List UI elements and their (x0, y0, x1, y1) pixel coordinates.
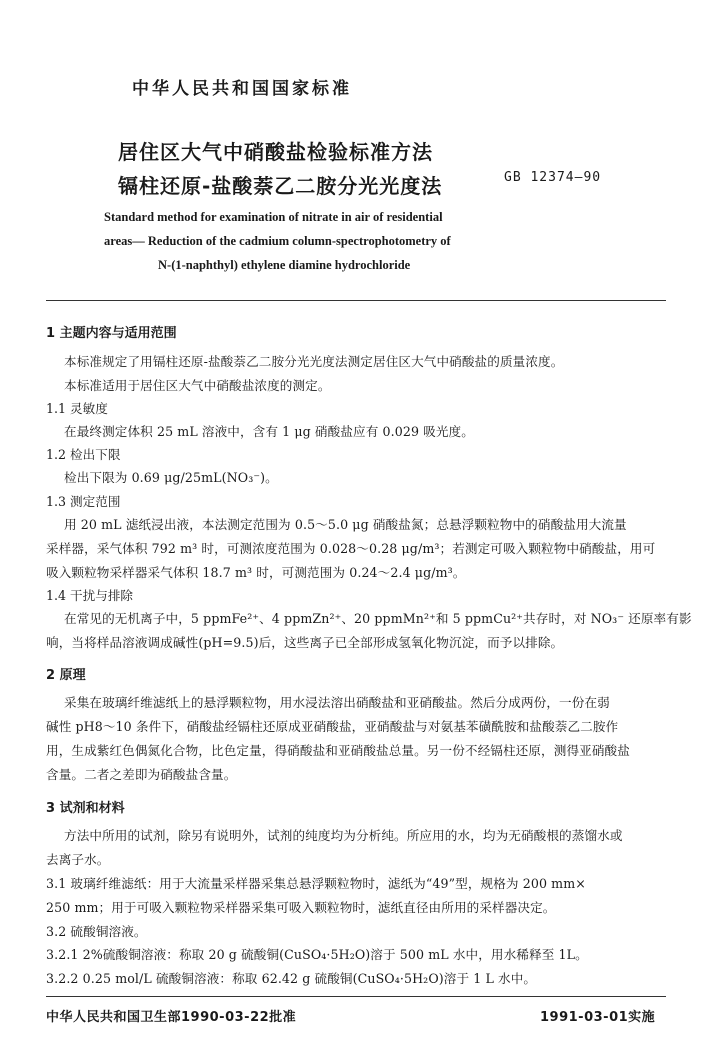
section-1-paragraph-2: 本标准适用于居住区大气中硝酸盐浓度的测定。 (64, 378, 331, 393)
section-1-1-heading: 1.1 灵敏度 (46, 401, 108, 416)
section-3-heading: 3 试剂和材料 (46, 801, 125, 816)
section-1-4-line-2: 响，当将样品溶液调成碱性(pH=9.5)后，这些离子已全部形成氢氧化物沉淀，而予以排除。 (46, 635, 564, 650)
header-divider (46, 300, 666, 301)
section-2-heading: 2 原理 (46, 668, 86, 683)
section-3-2-heading: 3.2 硫酸铜溶液。 (46, 924, 147, 939)
section-3-line-2: 去离子水。 (46, 852, 110, 867)
section-1-paragraph-1: 本标准规定了用镉柱还原-盐酸萘乙二胺分光光度法测定居住区大气中硝酸盐的质量浓度。 (64, 354, 564, 369)
section-3-2-2: 3.2.2 0.25 mol/L 硫酸铜溶液：称取 62.42 g 硫酸铜(CuSO₄·5H₂O)溶于 1 L 水中。 (46, 971, 537, 986)
section-1-2-text: 检出下限为 0.69 μg/25mL(NO₃⁻)。 (64, 470, 278, 485)
standard-code: GB 12374—90 (504, 170, 602, 185)
section-3-1-line-2: 250 mm；用于可吸入颗粒物采样器采集可吸入颗粒物时，滤纸直径由所用的采样器决定。 (46, 900, 556, 915)
section-2-line-2: 碱性 pH8～10 条件下，硝酸盐经镉柱还原成亚硝酸盐，亚硝酸盐与对氨基苯磺酰胺和盐酸萘乙二胺作 (46, 719, 619, 734)
section-1-4-line-1: 在常见的无机离子中，5 ppmFe²⁺、4 ppmZn²⁺、20 ppmMn²⁺和 5 ppmCu²⁺共存时，对 NO₃⁻ 还原率有影 (64, 611, 692, 626)
implementation-date: 1991-03-01实施 (540, 1010, 656, 1025)
section-2-line-4: 含量。二者之差即为硝酸盐含量。 (46, 767, 237, 782)
national-standard-header: 中华人民共和国国家标准 (132, 79, 352, 99)
section-1-3-line-3: 吸入颗粒物采样器采气体积 18.7 m³ 时，可测范围为 0.24～2.4 μg/m³。 (46, 565, 466, 580)
section-1-3-line-2: 采样器，采气体积 792 m³ 时，可测浓度范围为 0.028～0.28 μg/m³；若测定可吸入颗粒物中硝酸盐，用可 (46, 541, 656, 556)
section-1-heading: 1 主题内容与适用范围 (46, 326, 177, 341)
footer-divider (46, 996, 666, 997)
section-1-3-line-1: 用 20 mL 滤纸浸出液，本法测定范围为 0.5～5.0 μg 硝酸盐氮；总悬浮颗粒物中的硝酸盐用大流量 (64, 517, 627, 532)
document-title-line1: 居住区大气中硝酸盐检验标准方法 (118, 140, 433, 164)
english-title-line1: Standard method for examination of nitrate in air of residential (104, 210, 443, 224)
english-title-line2: areas— Reduction of the cadmium column-spectrophotometry of (104, 234, 451, 248)
section-1-4-heading: 1.4 干扰与排除 (46, 588, 134, 603)
section-3-line-1: 方法中所用的试剂，除另有说明外，试剂的纯度均为分析纯。所应用的水，均为无硝酸根的蒸馏水或 (64, 828, 623, 843)
approval-date: 中华人民共和国卫生部1990-03-22批准 (46, 1010, 297, 1025)
section-3-1-line-1: 3.1 玻璃纤维滤纸：用于大流量采样器采集总悬浮颗粒物时，滤纸为“49”型，规格为 200 mm× (46, 876, 586, 891)
section-2-line-3: 用，生成紫红色偶氮化合物，比色定量，得硝酸盐和亚硝酸盐总量。另一份不经镉柱还原，测得亚硝酸盐 (46, 743, 630, 758)
document-title-line2: 镉柱还原-盐酸萘乙二胺分光光度法 (118, 174, 443, 198)
section-1-2-heading: 1.2 检出下限 (46, 447, 121, 462)
section-3-2-1: 3.2.1 2%硫酸铜溶液：称取 20 g 硫酸铜(CuSO₄·5H₂O)溶于 500 mL 水中，用水稀释至 1L。 (46, 947, 588, 962)
section-2-line-1: 采集在玻璃纤维滤纸上的悬浮颗粒物，用水浸法溶出硝酸盐和亚硝酸盐。然后分成两份，一份在弱 (64, 695, 610, 710)
section-1-3-heading: 1.3 测定范围 (46, 494, 121, 509)
section-1-1-text: 在最终测定体积 25 mL 溶液中，含有 1 μg 硝酸盐应有 0.029 吸光度。 (64, 424, 474, 439)
english-title-line3: N-(1-naphthyl) ethylene diamine hydrochloride (158, 258, 411, 272)
